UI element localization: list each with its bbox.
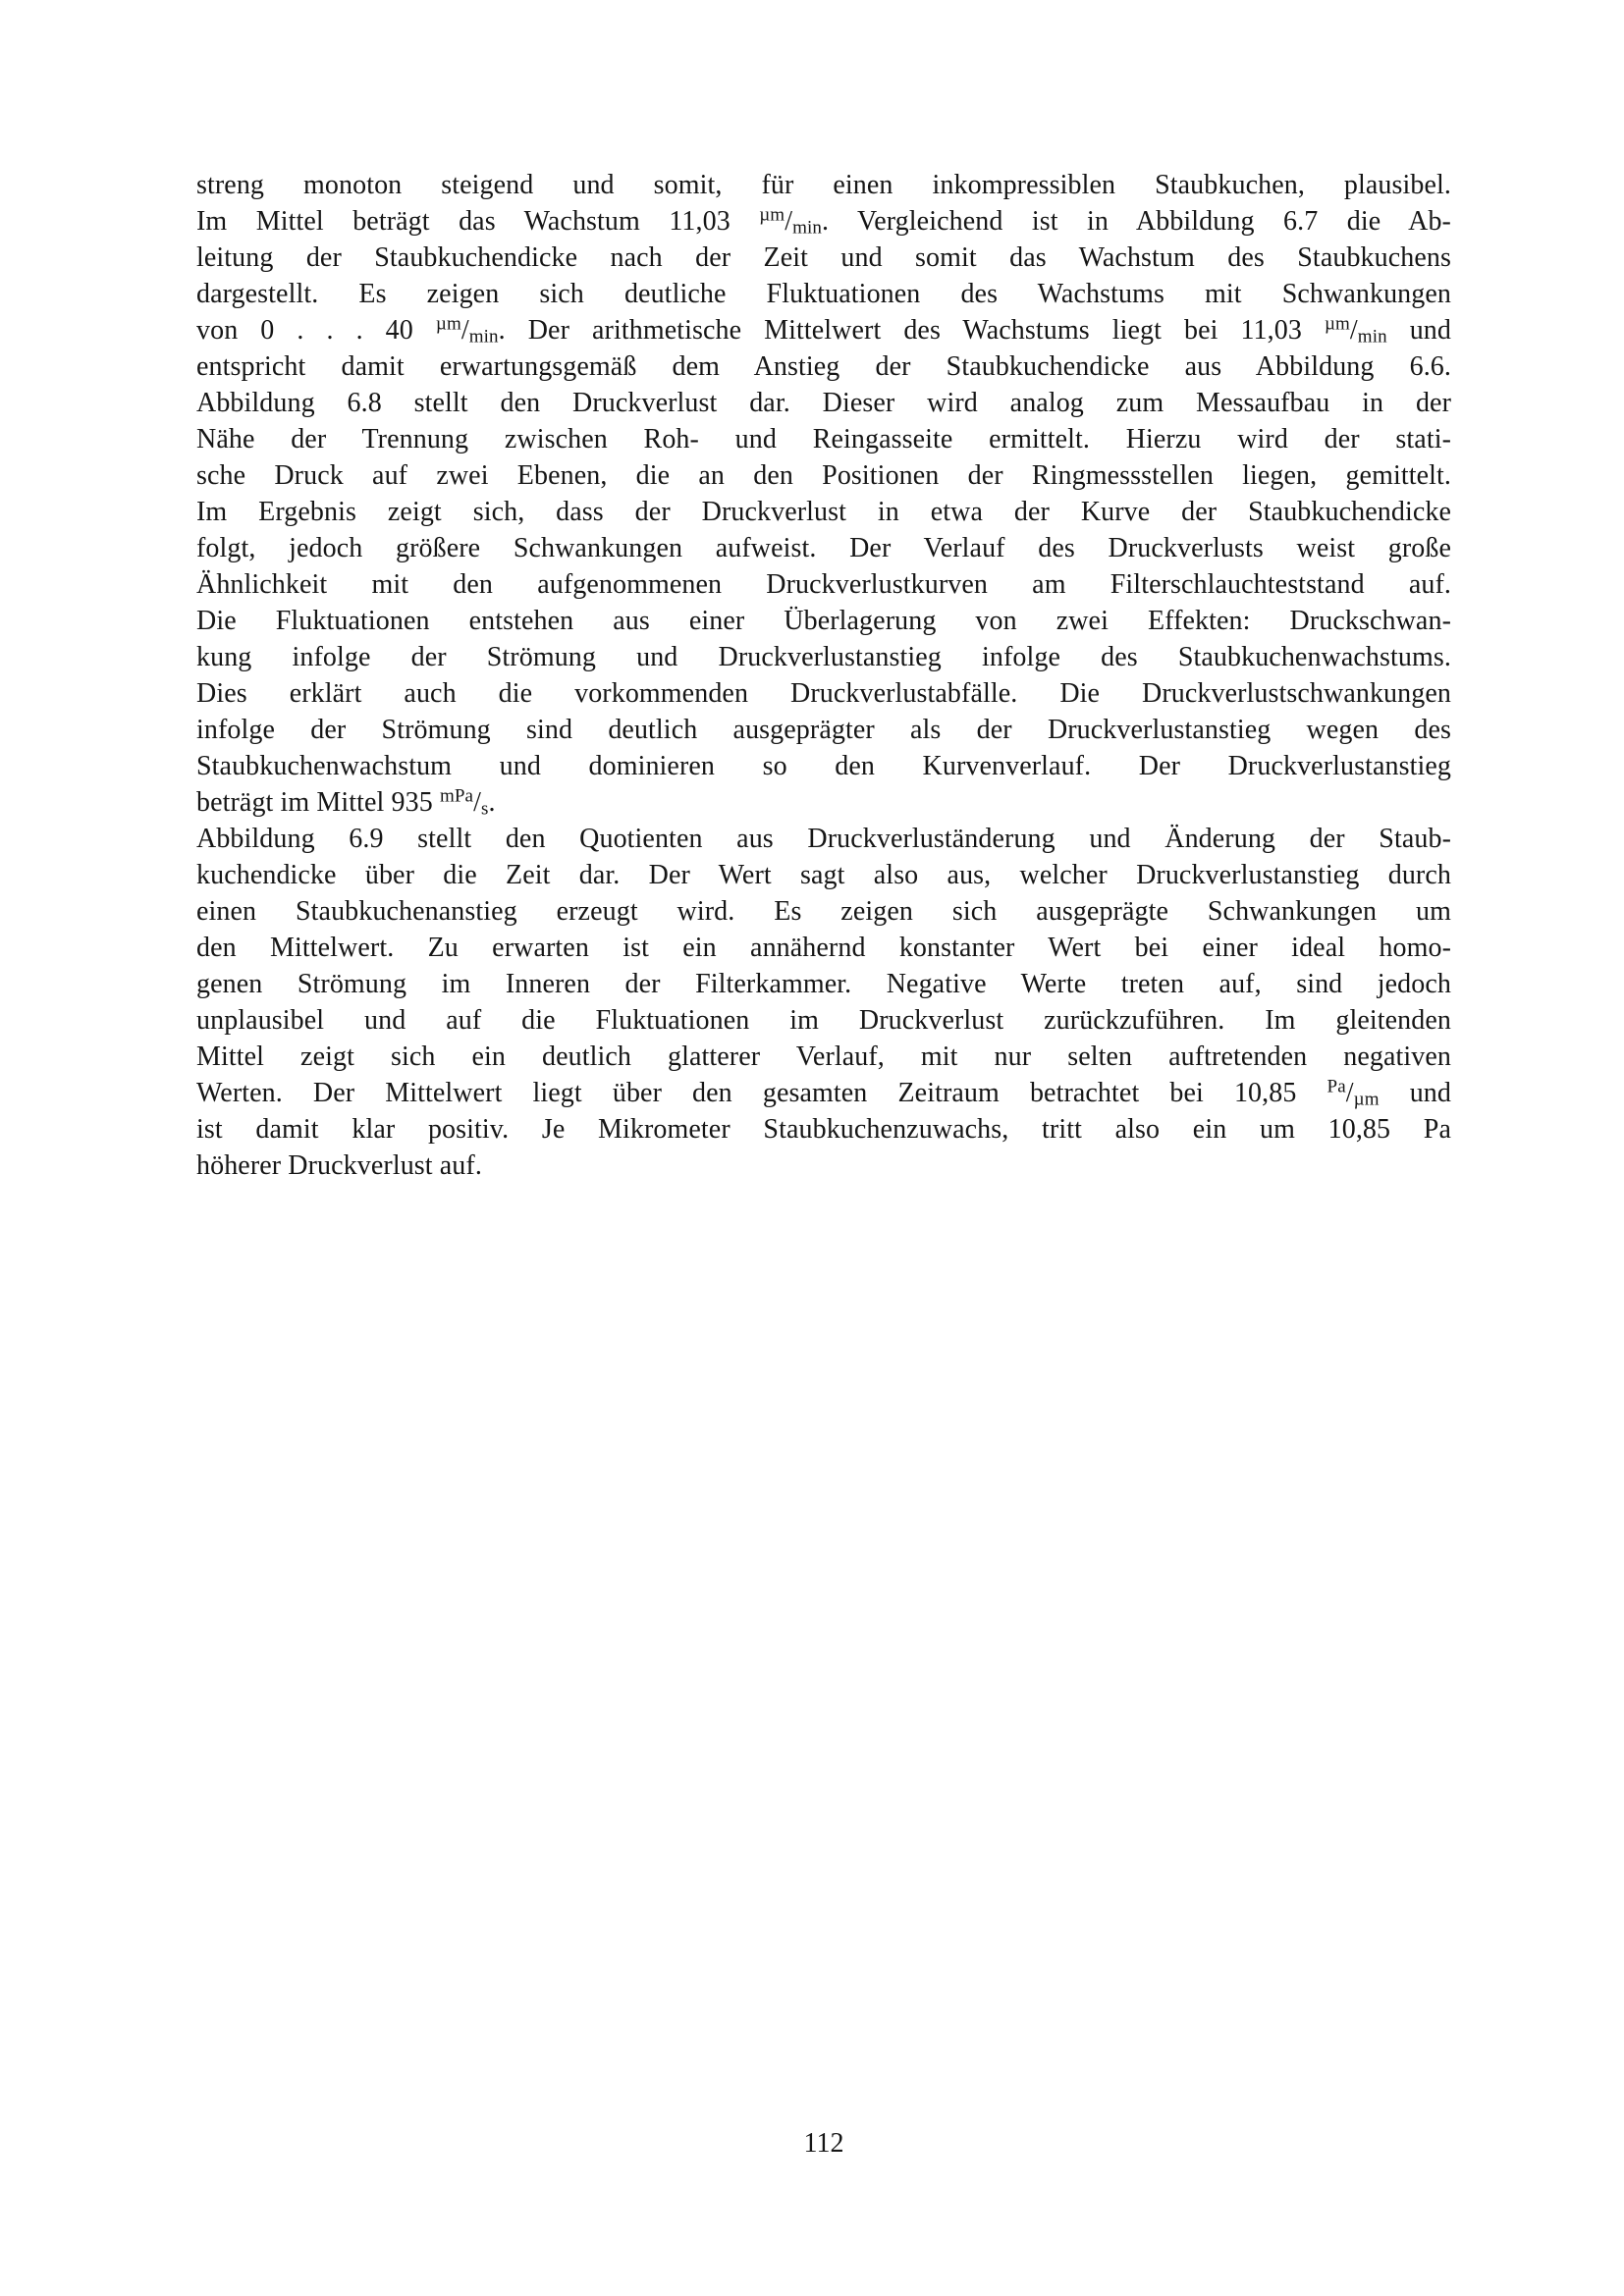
text-line: genen Strömung im Inneren der Filterkammer. Negative Werte treten auf, sind jedoch: [196, 969, 1451, 999]
unit-numerator: µm: [759, 204, 785, 226]
unit-denominator: s: [480, 798, 489, 820]
unit-fraction: $^{\mu m}/_{min}$: [759, 204, 822, 239]
unit-numerator: µm: [1324, 313, 1350, 335]
text-line: ist damit klar positiv. Je Mikrometer Staubkuchenzuwachs, tritt also ein um 10,85 Pa: [196, 1114, 1451, 1145]
text-line: Dies erklärt auch die vorkommenden Druckverlustabfälle. Die Druckverlustschwankungen: [196, 678, 1451, 709]
text-line: Im Mittel beträgt das Wachstum 11,03 $^{\mu m}/_{min}$. Vergleichend ist in Abbildung 6.7 die Ab-: [196, 204, 1451, 239]
paragraph: [196, 821, 1451, 1184]
unit-denominator: min: [792, 217, 822, 239]
body-text: [196, 167, 1451, 1184]
unit-denominator: µm: [1353, 1089, 1380, 1110]
paragraph: [196, 167, 1451, 821]
text-line: sche Druck auf zwei Ebenen, die an den Positionen der Ringmessstellen liegen, gemittelt.: [196, 460, 1451, 491]
unit-numerator: µm: [435, 313, 461, 335]
text-line: Im Ergebnis zeigt sich, dass der Druckverlust in etwa der Kurve der Staubkuchendicke: [196, 497, 1451, 527]
text-line: leitung der Staubkuchendicke nach der Zeit und somit das Wachstum des Staubkuchens: [196, 242, 1451, 273]
text-line: unplausibel und auf die Fluktuationen im Druckverlust zurückzuführen. Im gleitenden: [196, 1005, 1451, 1036]
text-line: den Mittelwert. Zu erwarten ist ein annähernd konstanter Wert bei einer ideal homo-: [196, 933, 1451, 963]
text-line: infolge der Strömung sind deutlich ausgeprägter als der Druckverlustanstieg wegen des: [196, 715, 1451, 745]
text-line: Ähnlichkeit mit den aufgenommenen Druckverlustkurven am Filterschlauchteststand auf.: [196, 569, 1451, 600]
text-line: entspricht damit erwartungsgemäß dem Anstieg der Staubkuchendicke aus Abbildung 6.6.: [196, 351, 1451, 382]
unit-fraction: $^{\mu m}/_{min}$: [435, 313, 499, 347]
text-line: Staubkuchenwachstum und dominieren so den Kurvenverlauf. Der Druckverlustanstieg: [196, 751, 1451, 781]
text-line: beträgt im Mittel 935 $^{mPa}/_s$.: [196, 785, 496, 820]
text-line: von 0 . . . 40 $^{\mu m}/_{min}$. Der arithmetische Mittelwert des Wachstums liegt bei 11,03 $^{\mu m}/_{min}$ und: [196, 313, 1451, 347]
text-line: Die Fluktuationen entstehen aus einer Überlagerung von zwei Effekten: Druckschwan-: [196, 606, 1451, 636]
text-line: kung infolge der Strömung und Druckverlustanstieg infolge des Staubkuchenwachstums.: [196, 642, 1451, 672]
unit-fraction: $^{Pa}/_{\mu m}$: [1326, 1076, 1380, 1110]
unit-denominator: min: [468, 326, 499, 347]
text-line: streng monoton steigend und somit, für einen inkompressiblen Staubkuchen, plausibel.: [196, 170, 1451, 200]
text-line: Mittel zeigt sich ein deutlich glatterer Verlauf, mit nur selten auftretenden negativen: [196, 1041, 1451, 1072]
text-line: Werten. Der Mittelwert liegt über den gesamten Zeitraum betrachtet bei 10,85 $^{Pa}/_{\mu m}$ und: [196, 1076, 1451, 1110]
unit-denominator: min: [1357, 326, 1387, 347]
text-line: folgt, jedoch größere Schwankungen aufweist. Der Verlauf des Druckverlusts weist große: [196, 533, 1451, 563]
page-number: 112: [803, 2128, 844, 2159]
text-line: einen Staubkuchenanstieg erzeugt wird. Es zeigen sich ausgeprägte Schwankungen um: [196, 896, 1451, 927]
text-line: kuchendicke über die Zeit dar. Der Wert sagt also aus, welcher Druckverlustanstieg durch: [196, 860, 1451, 890]
text-line: höherer Druckverlust auf.: [196, 1150, 482, 1181]
text-line: Abbildung 6.9 stellt den Quotienten aus Druckverluständerung und Änderung der Staub-: [196, 824, 1451, 854]
unit-numerator: Pa: [1326, 1076, 1346, 1097]
unit-numerator: mPa: [439, 785, 474, 807]
text-line: Abbildung 6.8 stellt den Druckverlust dar. Dieser wird analog zum Messaufbau in der: [196, 388, 1451, 418]
unit-fraction: $^{\mu m}/_{min}$: [1324, 313, 1387, 347]
unit-fraction: $^{mPa}/_s$: [439, 785, 489, 820]
text-line: Nähe der Trennung zwischen Roh- und Reingasseite ermittelt. Hierzu wird der stati-: [196, 424, 1451, 454]
text-line: dargestellt. Es zeigen sich deutliche Fluktuationen des Wachstums mit Schwankungen: [196, 279, 1451, 309]
